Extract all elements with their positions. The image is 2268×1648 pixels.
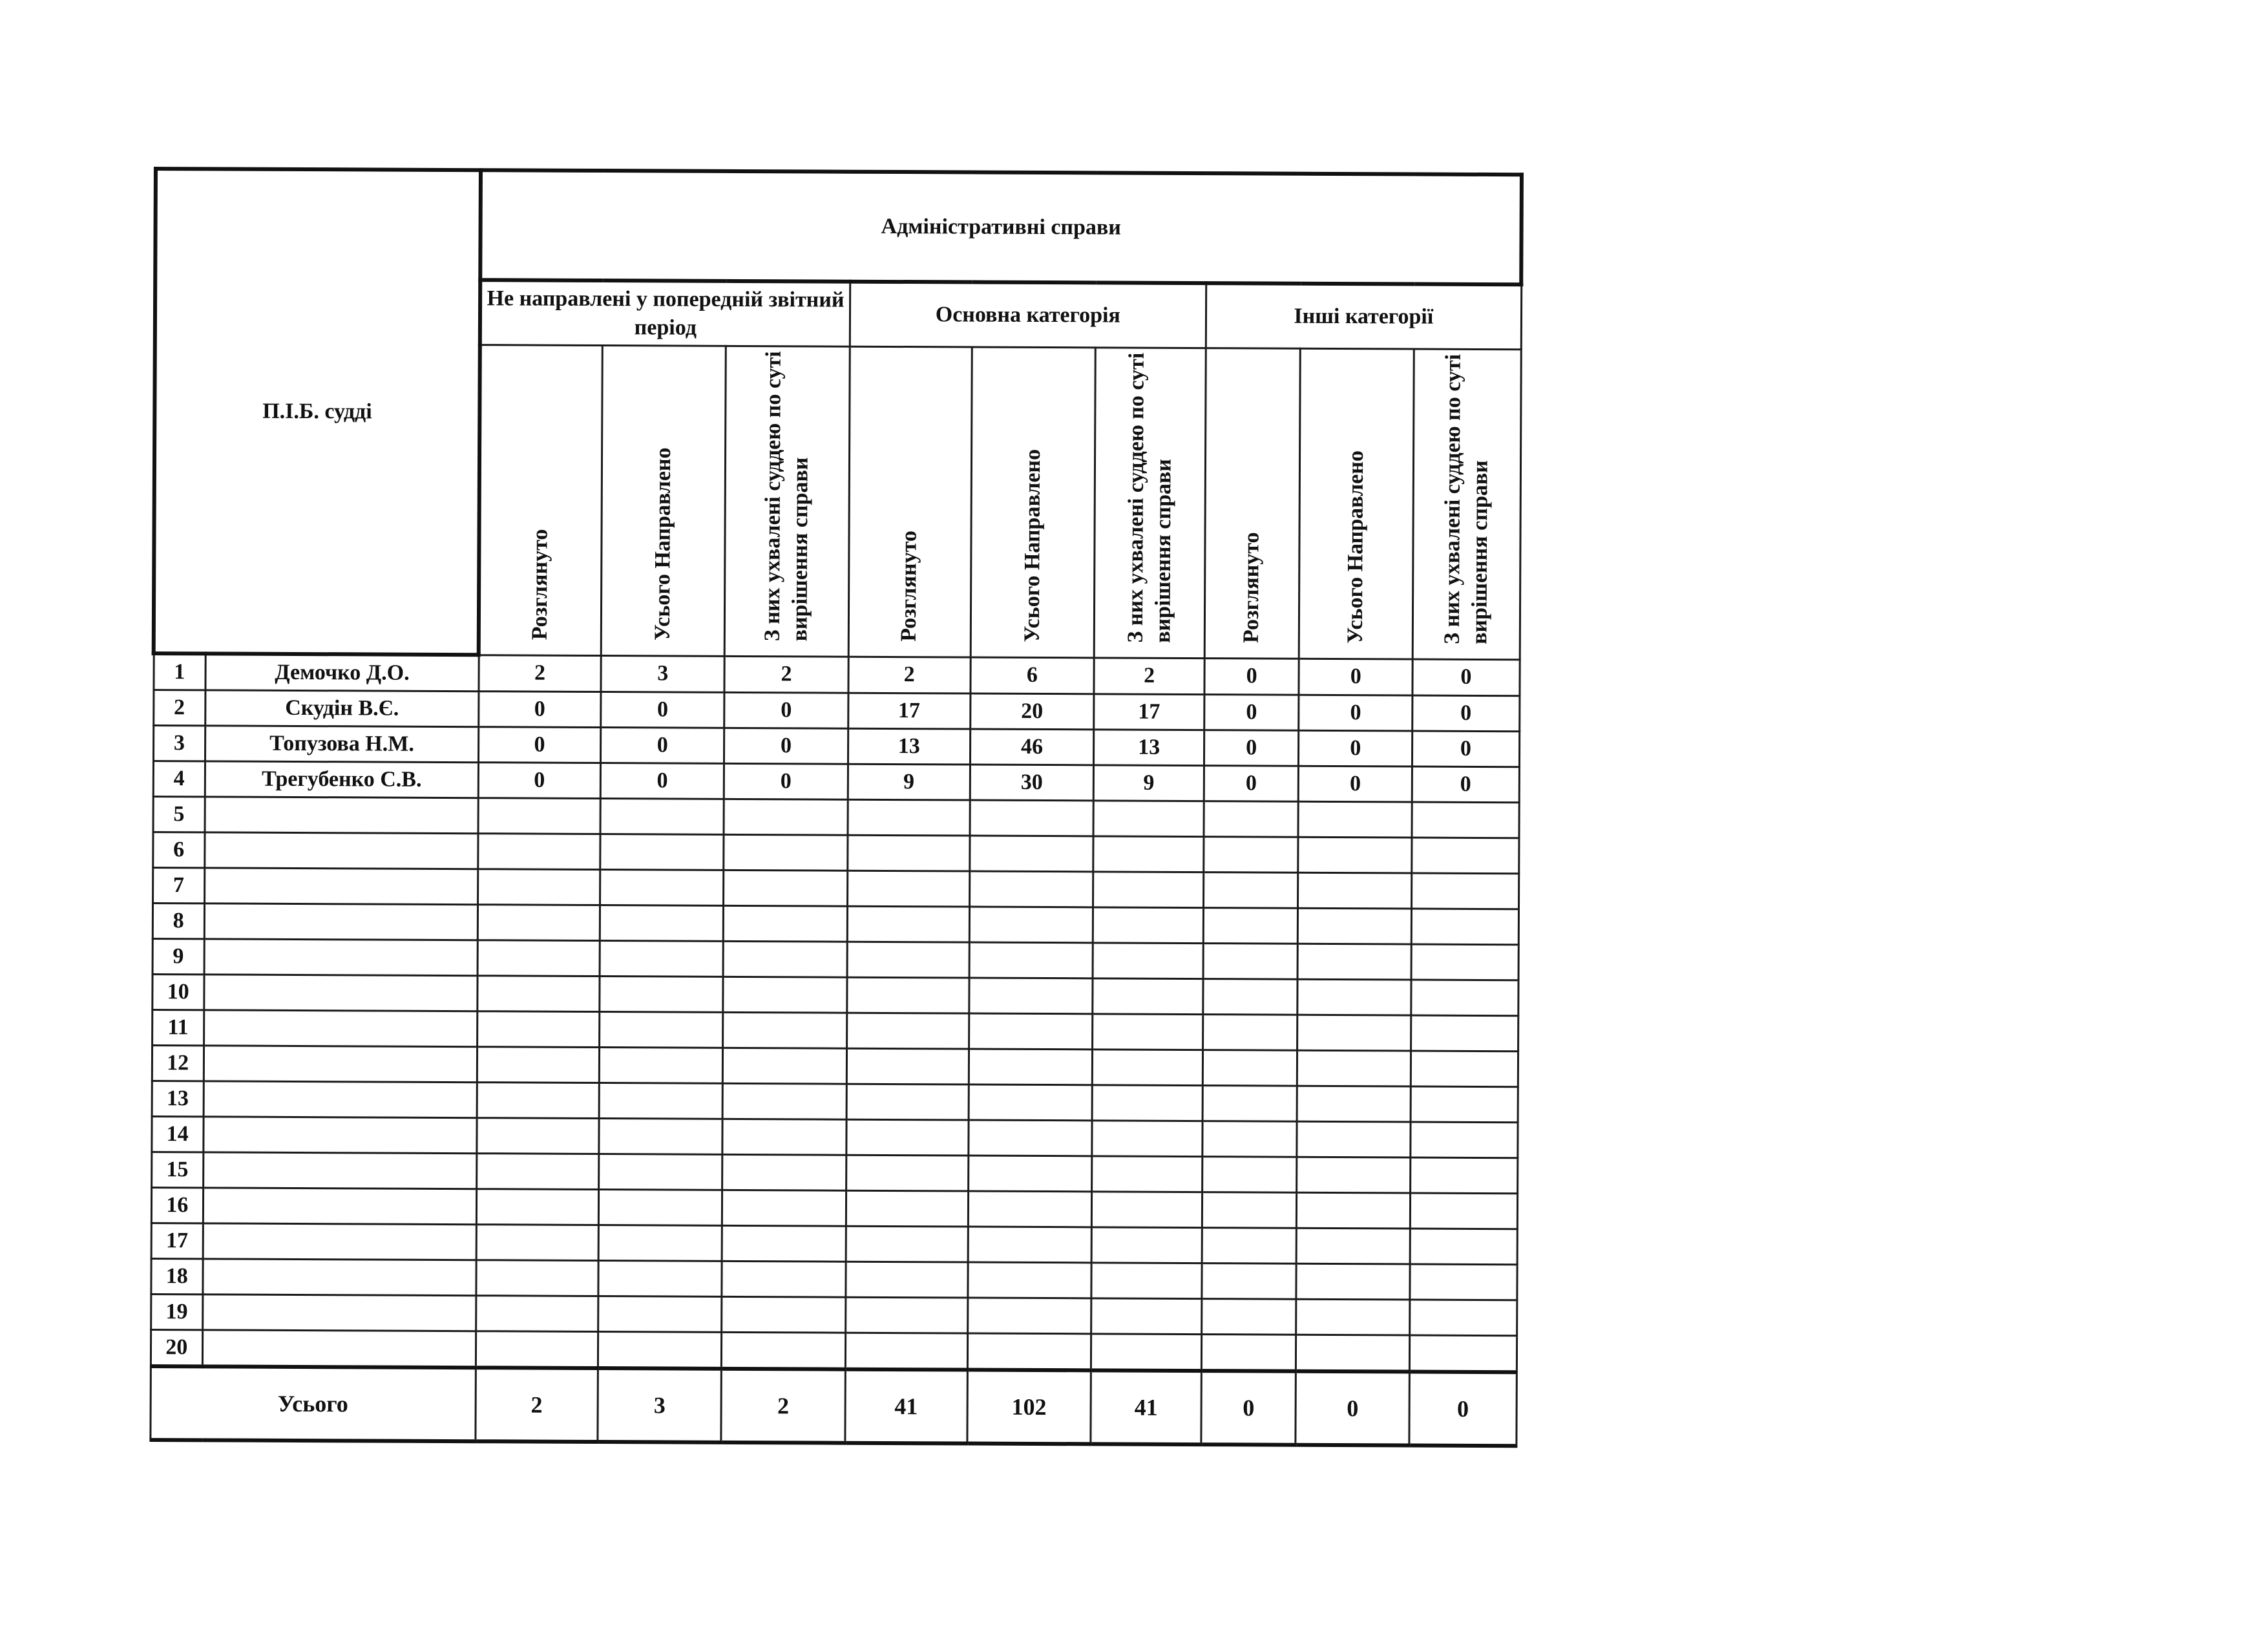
value-cell	[1092, 1085, 1202, 1121]
value-cell	[1412, 838, 1518, 874]
value-cell	[477, 1047, 599, 1083]
value-cell	[1410, 1229, 1517, 1265]
value-cell: 0	[1412, 766, 1518, 803]
value-cell	[845, 1297, 967, 1333]
value-cell	[1297, 979, 1411, 1015]
value-cell: 0	[1204, 695, 1299, 731]
value-cell	[967, 1298, 1091, 1334]
value-cell	[1202, 1335, 1296, 1371]
value-cell	[599, 1119, 722, 1155]
value-cell	[1297, 1050, 1411, 1086]
row-number: 2	[153, 690, 205, 726]
value-cell: 2	[848, 657, 970, 693]
value-cell	[1093, 943, 1203, 979]
value-cell	[1412, 873, 1518, 909]
value-cell	[478, 976, 600, 1012]
group-header-previous: Не направлені у попередній звітний період	[480, 280, 850, 346]
value-cell	[478, 869, 600, 905]
column-header-1	[479, 344, 602, 655]
value-cell	[600, 870, 724, 906]
value-cell	[1298, 837, 1412, 873]
total-value: 41	[1091, 1370, 1202, 1444]
value-cell	[476, 1260, 598, 1296]
value-cell	[969, 1120, 1092, 1156]
value-cell	[599, 1048, 722, 1084]
value-cell	[1093, 872, 1204, 908]
value-cell	[1204, 872, 1298, 909]
judge-name-header: П.І.Б. судді	[154, 169, 481, 655]
total-value: 2	[721, 1369, 845, 1443]
value-cell	[1202, 1263, 1296, 1300]
value-cell	[1202, 1086, 1297, 1122]
value-cell	[724, 905, 847, 942]
value-cell	[1296, 1263, 1410, 1300]
table-row	[152, 939, 1518, 980]
total-value: 3	[598, 1368, 722, 1442]
value-cell: 17	[848, 693, 970, 729]
value-cell	[846, 1226, 968, 1262]
value-cell: 0	[1412, 695, 1519, 732]
value-cell	[846, 1084, 969, 1120]
column-header-label: Усього Направлено	[1020, 449, 1045, 643]
table-row	[152, 975, 1518, 1016]
value-cell	[847, 835, 969, 871]
value-cell: 0	[1299, 730, 1412, 766]
value-cell	[967, 1333, 1091, 1370]
column-header-7	[1204, 348, 1300, 659]
value-cell	[1202, 1050, 1297, 1086]
judge-name	[205, 797, 478, 834]
value-cell	[722, 1190, 846, 1226]
row-number: 20	[151, 1329, 203, 1366]
value-cell	[476, 1154, 598, 1190]
value-cell	[1412, 802, 1518, 838]
value-cell	[723, 941, 846, 977]
total-value: 2	[476, 1368, 598, 1442]
value-cell	[1297, 944, 1411, 980]
value-cell: 0	[601, 692, 724, 728]
value-cell	[600, 834, 724, 871]
table-row	[152, 903, 1518, 945]
judge-name	[203, 1294, 476, 1331]
total-row	[150, 1366, 1516, 1446]
value-cell	[1297, 1157, 1411, 1193]
judge-name	[204, 975, 478, 1011]
value-cell	[1297, 908, 1411, 944]
value-cell	[600, 799, 724, 835]
value-cell	[969, 907, 1093, 943]
table-row	[153, 797, 1519, 838]
value-cell	[723, 1012, 846, 1048]
value-cell	[845, 1333, 967, 1369]
value-cell	[476, 1189, 598, 1225]
value-cell: 0	[1298, 766, 1412, 802]
value-cell	[969, 978, 1093, 1014]
value-cell	[847, 906, 969, 942]
value-cell	[1091, 1227, 1202, 1263]
table-row	[152, 1081, 1518, 1122]
column-header-2	[601, 345, 726, 656]
table-row	[152, 832, 1518, 874]
value-cell	[846, 977, 969, 1013]
value-cell	[1202, 1157, 1297, 1193]
value-cell	[600, 905, 723, 942]
main-header: Адміністративні справи	[481, 170, 1522, 284]
value-cell	[970, 800, 1093, 836]
judge-name	[203, 1223, 476, 1260]
value-cell: 0	[1204, 730, 1299, 766]
table-row	[151, 1152, 1517, 1193]
value-cell	[1202, 1228, 1296, 1264]
table-row	[151, 1294, 1517, 1335]
value-cell: 13	[1093, 730, 1204, 766]
value-cell	[1297, 1015, 1411, 1051]
value-cell	[848, 799, 970, 836]
table-row	[153, 726, 1519, 767]
value-cell	[1202, 1192, 1296, 1229]
value-cell: 0	[1299, 659, 1412, 695]
value-cell	[477, 1011, 599, 1048]
value-cell: 0	[1204, 766, 1298, 802]
judge-name	[204, 1010, 478, 1047]
value-cell	[1411, 1051, 1518, 1087]
judge-name	[205, 832, 478, 869]
value-cell	[1296, 1192, 1410, 1229]
value-cell	[1203, 908, 1297, 944]
value-cell: 20	[970, 693, 1093, 730]
value-cell	[476, 1296, 598, 1332]
judge-name: Трегубенко С.В.	[205, 761, 478, 798]
value-cell: 30	[970, 765, 1093, 801]
value-cell	[478, 834, 600, 870]
value-cell	[845, 1262, 967, 1298]
judge-name	[204, 939, 478, 976]
value-cell: 46	[970, 729, 1093, 765]
value-cell	[1296, 1299, 1410, 1335]
value-cell	[969, 1013, 1092, 1050]
value-cell	[968, 1156, 1091, 1192]
value-cell	[846, 1119, 968, 1156]
judge-name: Демочко Д.О.	[205, 653, 479, 691]
value-cell	[969, 1049, 1092, 1085]
row-number: 8	[152, 903, 205, 939]
row-number: 16	[151, 1187, 204, 1223]
value-cell	[1091, 1192, 1202, 1228]
value-cell	[1411, 1015, 1518, 1051]
value-cell	[598, 1261, 722, 1297]
value-cell: 0	[1412, 731, 1519, 767]
value-cell: 0	[478, 727, 600, 763]
value-cell	[847, 871, 969, 907]
value-cell: 13	[848, 728, 970, 765]
judge-name	[205, 868, 478, 905]
value-cell	[846, 1190, 968, 1227]
value-cell	[969, 871, 1093, 907]
total-value: 41	[845, 1369, 967, 1444]
value-cell	[724, 870, 847, 906]
value-cell	[846, 1155, 968, 1191]
value-cell	[1297, 1121, 1411, 1157]
value-cell	[722, 1225, 845, 1262]
value-cell: 9	[848, 764, 970, 800]
value-cell	[477, 1083, 599, 1119]
value-cell	[598, 1332, 721, 1369]
value-cell	[722, 1083, 846, 1119]
judge-name	[204, 903, 478, 940]
value-cell	[969, 942, 1093, 978]
value-cell	[1202, 1121, 1297, 1157]
value-cell	[478, 940, 600, 977]
value-cell	[1411, 980, 1518, 1016]
value-cell	[970, 836, 1093, 872]
column-header-label: Усього Направлено	[1343, 450, 1369, 644]
column-header-4	[848, 346, 972, 657]
table-row	[151, 1329, 1517, 1372]
group-header-other: Інші категорії	[1206, 283, 1521, 349]
row-number: 9	[152, 939, 205, 975]
admin-cases-table	[148, 167, 1524, 1448]
judge-name	[204, 1117, 477, 1154]
total-label: Усього	[150, 1366, 476, 1441]
value-cell: 3	[601, 655, 724, 692]
table-row	[152, 868, 1518, 909]
value-cell	[478, 798, 600, 834]
value-cell	[1298, 872, 1412, 909]
value-cell	[1411, 1086, 1517, 1123]
value-cell	[600, 941, 723, 977]
table-row	[151, 1187, 1517, 1229]
value-cell	[1204, 801, 1298, 838]
total-value: 102	[967, 1370, 1091, 1444]
row-number: 6	[152, 832, 205, 868]
value-cell	[1093, 978, 1203, 1015]
judge-name: Топузова Н.М.	[205, 726, 479, 763]
row-number: 18	[151, 1258, 203, 1294]
column-header-6	[1094, 347, 1206, 658]
row-number: 14	[151, 1116, 204, 1152]
row-number: 10	[152, 975, 204, 1010]
row-number: 3	[153, 726, 205, 761]
judge-name	[203, 1188, 476, 1225]
table-row	[151, 1116, 1517, 1157]
value-cell	[1092, 1156, 1202, 1192]
row-number: 11	[152, 1010, 204, 1046]
value-cell	[723, 977, 846, 1013]
table-row	[153, 690, 1519, 732]
row-number: 15	[151, 1152, 204, 1187]
column-header-8	[1299, 348, 1414, 659]
column-header-5	[971, 347, 1095, 658]
value-cell	[968, 1191, 1091, 1227]
value-cell	[598, 1190, 722, 1226]
value-cell: 0	[1412, 659, 1519, 696]
value-cell	[599, 1083, 722, 1119]
total-value: 0	[1409, 1371, 1517, 1446]
report-sheet	[154, 167, 1524, 1427]
value-cell	[722, 1332, 845, 1369]
judge-name	[202, 1330, 476, 1368]
value-cell: 0	[601, 728, 724, 764]
value-cell	[1091, 1263, 1202, 1299]
value-cell: 6	[971, 657, 1094, 694]
value-cell	[599, 1154, 722, 1190]
value-cell: 0	[724, 728, 848, 764]
value-cell	[847, 942, 969, 978]
value-cell	[1203, 979, 1297, 1015]
value-cell	[1411, 1122, 1517, 1158]
value-cell	[1093, 801, 1204, 837]
row-number: 12	[152, 1046, 204, 1081]
table-row	[151, 1258, 1517, 1300]
value-cell	[476, 1331, 598, 1368]
value-cell: 0	[724, 692, 848, 728]
value-cell: 0	[478, 763, 600, 799]
value-cell	[1092, 1050, 1202, 1086]
table-row	[152, 1046, 1518, 1087]
row-number: 5	[153, 797, 205, 832]
column-header-label: Розглянуто	[897, 531, 921, 642]
row-number: 4	[153, 761, 205, 797]
value-cell	[846, 1048, 969, 1084]
table-row	[151, 1223, 1517, 1264]
value-cell	[600, 1012, 723, 1048]
value-cell	[1298, 801, 1412, 838]
value-cell	[968, 1227, 1091, 1263]
judge-name: Скудін В.Є.	[205, 690, 479, 727]
row-number: 7	[152, 868, 205, 903]
value-cell: 2	[724, 656, 848, 693]
total-value: 0	[1296, 1371, 1410, 1446]
value-cell: 0	[479, 692, 601, 728]
row-number: 1	[153, 653, 205, 690]
column-header-label: З них ухвалені суддею по суті вирішення справи	[1123, 352, 1176, 643]
value-cell	[1410, 1335, 1517, 1372]
value-cell: 9	[1093, 765, 1204, 801]
column-header-label: З них ухвалені суддею по суті вирішення справи	[760, 351, 813, 642]
value-cell	[1411, 944, 1518, 980]
value-cell	[1411, 1157, 1517, 1194]
judge-name	[204, 1046, 477, 1083]
value-cell: 2	[479, 655, 601, 692]
value-cell	[722, 1296, 845, 1333]
value-cell	[1203, 1015, 1297, 1051]
column-header-label: Усього Направлено	[650, 447, 676, 641]
value-cell: 2	[1094, 657, 1204, 694]
row-number: 17	[151, 1223, 204, 1258]
value-cell	[724, 799, 847, 835]
value-cell	[1410, 1300, 1517, 1336]
value-cell	[478, 905, 600, 941]
value-cell	[1203, 944, 1297, 980]
value-cell	[1296, 1228, 1410, 1264]
table-row	[153, 653, 1519, 696]
value-cell	[1296, 1335, 1409, 1371]
value-cell	[1091, 1298, 1202, 1335]
value-cell	[1091, 1334, 1201, 1371]
row-number: 19	[151, 1294, 203, 1329]
value-cell	[1411, 1193, 1517, 1229]
value-cell: 0	[724, 763, 848, 799]
judge-name	[204, 1152, 477, 1189]
judge-name	[203, 1259, 476, 1296]
value-cell	[724, 834, 847, 871]
value-cell	[1202, 1299, 1296, 1335]
value-cell: 0	[600, 763, 724, 799]
value-cell: 0	[1204, 658, 1299, 695]
value-cell	[1410, 1264, 1517, 1300]
value-cell	[968, 1262, 1091, 1298]
value-cell	[1204, 837, 1298, 873]
value-cell	[600, 977, 723, 1013]
total-value: 0	[1201, 1371, 1296, 1445]
table-row	[152, 1010, 1518, 1051]
value-cell: 17	[1094, 694, 1204, 730]
value-cell	[722, 1261, 845, 1297]
group-header-main: Основна категорія	[850, 282, 1206, 348]
column-header-9	[1412, 349, 1520, 660]
value-cell	[722, 1154, 846, 1190]
value-cell: 0	[1299, 695, 1412, 731]
column-header-3	[724, 346, 849, 657]
value-cell	[1093, 1014, 1203, 1050]
column-header-label: З них ухвалені суддею по суті вирішення справи	[1440, 354, 1493, 645]
value-cell	[598, 1296, 722, 1333]
value-cell	[1297, 1086, 1411, 1122]
column-header-label: Розглянуто	[528, 529, 552, 640]
column-header-label: Розглянуто	[1239, 532, 1264, 644]
value-cell	[477, 1118, 599, 1154]
value-cell	[598, 1225, 722, 1262]
row-number: 13	[152, 1081, 204, 1116]
value-cell	[1092, 1121, 1202, 1157]
value-cell	[476, 1225, 598, 1261]
value-cell	[722, 1119, 846, 1155]
value-cell	[1093, 907, 1203, 944]
value-cell	[969, 1084, 1092, 1121]
value-cell	[1412, 909, 1518, 945]
value-cell	[1093, 836, 1204, 872]
judge-name	[204, 1081, 477, 1118]
value-cell	[846, 1013, 969, 1049]
value-cell	[723, 1048, 846, 1084]
table-row	[153, 761, 1519, 803]
